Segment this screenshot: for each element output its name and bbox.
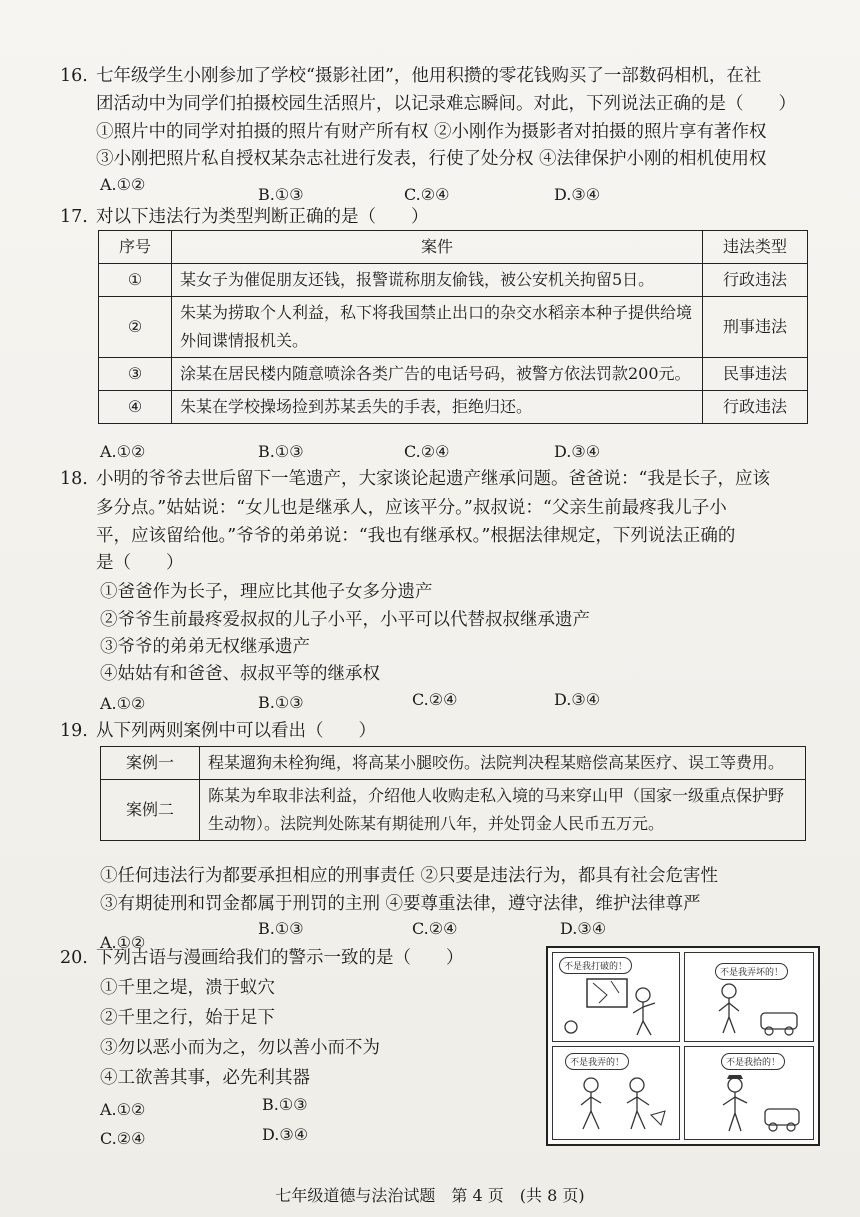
table-header: 违法类型 bbox=[703, 231, 808, 264]
police-figure bbox=[689, 1071, 809, 1135]
q17-number: 17. bbox=[60, 207, 88, 227]
q16-option-a: A.①② bbox=[100, 175, 146, 194]
cartoon-panel-2 bbox=[684, 952, 814, 1042]
table-header: 案件 bbox=[172, 231, 703, 264]
row-type: 民事违法 bbox=[703, 358, 808, 391]
q17-option-b: B.①③ bbox=[258, 442, 304, 461]
row-number: ③ bbox=[99, 358, 172, 391]
speech-bubble: 不是我弄坏的！ bbox=[715, 963, 788, 980]
q18-number: 18. bbox=[60, 469, 88, 489]
broken-window-figure bbox=[559, 975, 675, 1037]
q17-option-a: A.①② bbox=[100, 442, 146, 461]
q16-stem-line1: 16. 七年级学生小刚参加了学校“摄影社团”，他用积攒的零花钱购买了一部数码相机，在社 bbox=[60, 64, 761, 89]
q19-option-b: B.①③ bbox=[258, 919, 304, 938]
q18-statement-3: ③爷爷的弟弟无权继承遗产 bbox=[100, 637, 310, 657]
case-label: 案例二 bbox=[101, 780, 200, 841]
q18-option-b: B.①③ bbox=[258, 693, 304, 712]
q19-option-a: A.①② bbox=[100, 933, 146, 952]
q18-option-a: A.①② bbox=[100, 694, 146, 713]
speech-bubble: 不是我拾的！ bbox=[721, 1053, 785, 1070]
row-number: ② bbox=[99, 297, 172, 358]
q17-option-d: D.③④ bbox=[554, 442, 601, 461]
table-row bbox=[99, 297, 808, 358]
row-number: ① bbox=[99, 264, 172, 297]
case-label: 案例一 bbox=[101, 747, 200, 780]
q19-statement-2: ③有期徒刑和罚金都属于刑罚的主刑 ④要尊重法律，遵守法律，维护法律尊严 bbox=[100, 894, 701, 914]
q17-table bbox=[98, 230, 808, 424]
case-text: 陈某为牟取非法利益，介绍他人收购走私入境的马来穿山甲（国家一级重点保护野生动物）。法院判处陈某有期徒刑八年，并处罚金人民币五万元。 bbox=[200, 780, 806, 841]
q16-option-b: B.①③ bbox=[258, 185, 304, 204]
speech-bubble: 不是我弄的！ bbox=[565, 1053, 629, 1070]
q18-stem-line2: 多分点。”姑姑说：“女儿也是继承人，应该平分。”叔叔说：“父亲生前最疼我儿子小 bbox=[96, 498, 727, 518]
table-header-row bbox=[99, 231, 808, 264]
table-header: 序号 bbox=[99, 231, 172, 264]
q16-number: 16. bbox=[60, 66, 88, 86]
q18-option-c: C.②④ bbox=[412, 690, 458, 709]
case-text: 程某遛狗未栓狗绳，将高某小腿咬伤。法院判决程某赔偿高某医疗、误工等费用。 bbox=[200, 747, 806, 780]
q20-option-a: A.①② bbox=[100, 1100, 146, 1119]
two-kids-figure bbox=[557, 1071, 675, 1135]
q20-option-b: B.①③ bbox=[262, 1095, 308, 1114]
table-row bbox=[99, 358, 808, 391]
q20-option-d: D.③④ bbox=[262, 1125, 309, 1144]
broken-toy-figure bbox=[689, 979, 809, 1037]
q16-statement-2: ③小刚把照片私自授权某杂志社进行发表，行使了处分权 ④法律保护小刚的相机使用权 bbox=[96, 149, 767, 169]
q19-option-d: D.③④ bbox=[560, 919, 607, 938]
q20-stem: 20. 下列古语与漫画给我们的警示一致的是（ ） bbox=[60, 946, 464, 971]
page-footer: 七年级道德与法治试题 第 4 页 (共 8 页) bbox=[275, 1186, 585, 1205]
q19-number: 19. bbox=[60, 721, 88, 741]
q16-option-d: D.③④ bbox=[554, 185, 601, 204]
q16-stem-line2: 团活动中为同学们拍摄校园生活照片，以记录难忘瞬间。对此，下列说法正确的是（ ） bbox=[96, 94, 796, 114]
q19-option-c: C.②④ bbox=[412, 919, 458, 938]
row-type: 行政违法 bbox=[703, 264, 808, 297]
q20-cartoon bbox=[546, 946, 820, 1146]
row-case: 某女子为催促朋友还钱，报警谎称朋友偷钱，被公安机关拘留5日。 bbox=[172, 264, 703, 297]
row-number: ④ bbox=[99, 391, 172, 424]
cartoon-panel-1 bbox=[552, 952, 680, 1042]
q20-option-c: C.②④ bbox=[100, 1129, 146, 1148]
q18-option-d: D.③④ bbox=[554, 690, 601, 709]
cartoon-panel-4 bbox=[684, 1046, 814, 1140]
q18-statement-4: ④姑姑有和爸爸、叔叔平等的继承权 bbox=[100, 664, 380, 684]
q17-option-c: C.②④ bbox=[404, 442, 450, 461]
table-row bbox=[101, 780, 806, 841]
speech-bubble: 不是我打破的！ bbox=[559, 957, 632, 974]
q19-case-table bbox=[100, 746, 806, 841]
table-row bbox=[99, 264, 808, 297]
row-type: 行政违法 bbox=[703, 391, 808, 424]
q17-stem: 17. 对以下违法行为类型判断正确的是（ ） bbox=[60, 205, 429, 230]
q20-statement-1: ①千里之堤，溃于蚁穴 bbox=[100, 978, 275, 998]
q20-number: 20. bbox=[60, 948, 88, 968]
table-row bbox=[99, 391, 808, 424]
q20-statement-4: ④工欲善其事，必先利其器 bbox=[100, 1068, 310, 1088]
q18-stem-line1: 18. 小明的爷爷去世后留下一笔遗产，大家谈论起遗产继承问题。爸爸说：“我是长子，应该 bbox=[60, 467, 770, 492]
row-case: 朱某为捞取个人利益，私下将我国禁止出口的杂交水稻亲本种子提供给境外间谍情报机关。 bbox=[172, 297, 703, 358]
q18-statement-1: ①爸爸作为长子，理应比其他子女多分遗产 bbox=[100, 582, 433, 602]
q18-stem-line4: 是（ ） bbox=[96, 553, 184, 573]
q16-statement-1: ①照片中的同学对拍摄的照片有财产所有权 ②小刚作为摄影者对拍摄的照片享有著作权 bbox=[96, 122, 767, 142]
table-row bbox=[101, 747, 806, 780]
q18-stem-line3: 平，应该留给他。”爷爷的弟弟说：“我也有继承权。”根据法律规定，下列说法正确的 bbox=[96, 526, 736, 546]
q16-option-c: C.②④ bbox=[404, 185, 450, 204]
row-case: 朱某在学校操场捡到苏某丢失的手表，拒绝归还。 bbox=[172, 391, 703, 424]
q18-statement-2: ②爷爷生前最疼爱叔叔的儿子小平，小平可以代替叔叔继承遗产 bbox=[100, 610, 590, 630]
row-case: 涂某在居民楼内随意喷涂各类广告的电话号码，被警方依法罚款200元。 bbox=[172, 358, 703, 391]
row-type: 刑事违法 bbox=[703, 297, 808, 358]
q19-statement-1: ①任何违法行为都要承担相应的刑事责任 ②只要是违法行为，都具有社会危害性 bbox=[100, 866, 719, 886]
q20-statement-2: ②千里之行，始于足下 bbox=[100, 1008, 275, 1028]
q19-stem: 19. 从下列两则案例中可以看出（ ） bbox=[60, 719, 376, 744]
q20-statement-3: ③勿以恶小而为之，勿以善小而不为 bbox=[100, 1038, 380, 1058]
cartoon-panel-3 bbox=[552, 1046, 680, 1140]
